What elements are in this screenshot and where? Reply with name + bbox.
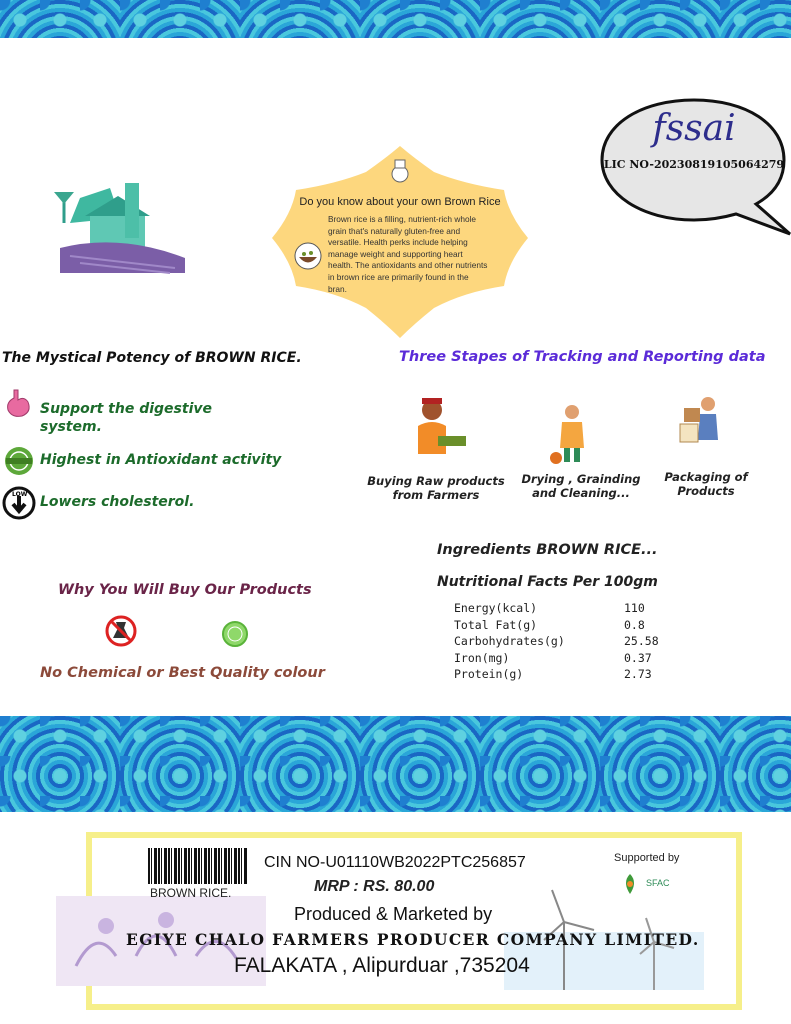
antioxidant-badge-icon [4, 446, 34, 476]
nutrient-name: Protein(g) [454, 667, 524, 681]
stomach-icon [4, 388, 34, 420]
barcode [148, 848, 248, 884]
nutrient-name: Energy(kcal) [454, 601, 538, 615]
info-card-title: Do you know about your own Brown Rice [299, 196, 501, 208]
table-row [454, 600, 674, 617]
low-badge-text: LOW [12, 491, 28, 498]
table-row [454, 617, 674, 634]
why-heading: Why You Will Buy Our Products [58, 582, 312, 598]
farm-illustration [50, 178, 190, 278]
brown-rice-info-card [266, 142, 534, 342]
produced-by: Produced & Marketed by [294, 904, 493, 924]
why-tagline: No Chemical or Best Quality colour [40, 665, 325, 681]
tracking-heading: Three Stapes of Tracking and Reporting data [399, 349, 766, 365]
barcode-caption: BROWN RICE. [150, 886, 232, 900]
step-packaging: Packaging of Products [664, 470, 748, 498]
nutrient-value: 0.8 [624, 617, 645, 632]
quality-badge-icon [220, 620, 250, 648]
low-arrow-icon [2, 486, 36, 520]
chef-icon [388, 156, 412, 190]
nutrient-value: 0.37 [624, 650, 652, 665]
nutrient-name: Total Fat(g) [454, 617, 538, 632]
nutrient-value: 110 [624, 601, 645, 615]
step-drying: Drying , Grainding and Cleaning... [521, 472, 641, 500]
step-buying: Buying Raw products from Farmers [367, 474, 505, 502]
no-chemical-icon [104, 614, 138, 648]
rice-bowl-icon [294, 242, 322, 270]
sfac-label: SFAC [646, 878, 670, 888]
nutrition-heading: Nutritional Facts Per 100gm [437, 574, 658, 590]
nutrient-value: 2.73 [624, 667, 652, 681]
company-address: FALAKATA , Alipurduar ,735204 [234, 954, 530, 977]
fssai-license: LIC NO-20230819105064279 [603, 158, 785, 171]
fssai-bubble [596, 96, 791, 238]
cin-number: CIN NO-U01110WB2022PTC256857 [264, 854, 526, 871]
company-name: EGIYE CHALO FARMERS PRODUCER COMPANY LIMITED. [126, 930, 700, 949]
farmer-icon [412, 396, 468, 460]
nutrient-name: Carbohydrates(g) [454, 634, 565, 648]
packaging-worker-icon [678, 394, 724, 460]
middle-pattern-band [0, 716, 791, 812]
sfac-logo-icon [620, 872, 640, 896]
table-row [454, 650, 674, 667]
nutrient-value: 25.58 [624, 634, 659, 648]
farmer-woman-icon [548, 402, 598, 466]
info-card-body: Brown rice is a filling, nutrient-rich whole grain that's naturally gluten-free and versatile. Health perks include helping manage weight and supporting heart health. The antioxidants and other nutrients in brown rice are primarily found in the bran. [328, 214, 488, 294]
benefit-cholesterol: Lowers cholesterol. [40, 494, 195, 510]
benefit-antioxidant: Highest in Antioxidant activity [40, 452, 282, 468]
table-row [454, 633, 674, 650]
top-pattern-band [0, 0, 791, 38]
nutrient-name: Iron(mg) [454, 650, 510, 665]
table-row [454, 666, 674, 683]
fssai-logo: fssai [652, 108, 736, 149]
ingredients-heading: Ingredients BROWN RICE... [437, 542, 658, 558]
mrp-price: MRP : RS. 80.00 [314, 878, 435, 895]
nutrition-table [454, 600, 674, 683]
product-label [86, 832, 742, 1010]
supported-by: Supported by [614, 852, 680, 864]
benefits-heading: The Mystical Potency of BROWN RICE. [2, 350, 302, 366]
benefit-digestive: Support the digestive system. [40, 401, 212, 435]
